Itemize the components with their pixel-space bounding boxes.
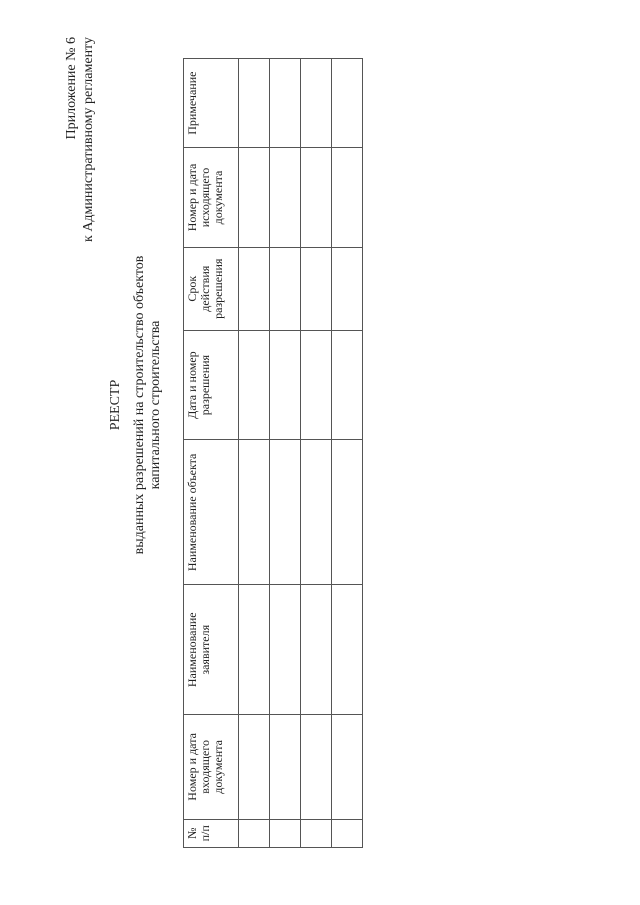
table-cell (239, 247, 270, 330)
header-cell: Наименование заявителя (184, 585, 239, 715)
title-line-1: РЕЕСТР (108, 379, 123, 431)
table-cell (239, 59, 270, 148)
table-cell (332, 247, 363, 330)
title-line-3: капитального строительства (148, 320, 163, 490)
header-cell: Номер и дата исходящего документа (184, 148, 239, 247)
table-cell (332, 715, 363, 819)
table-row (239, 59, 270, 848)
table-cell (270, 247, 301, 330)
header-cell: Дата и номер разрешения (184, 330, 239, 440)
table-row (270, 59, 301, 848)
table-cell (301, 585, 332, 715)
table-cell (239, 715, 270, 819)
table-cell (301, 59, 332, 148)
table-cell (270, 585, 301, 715)
header-cell: Срок действия разрешения (184, 247, 239, 330)
table-cell (270, 59, 301, 148)
table-cell (332, 585, 363, 715)
appendix-line-2: к Административному регламенту (81, 37, 96, 242)
appendix-note (63, 37, 97, 285)
table-cell (239, 148, 270, 247)
table-row (301, 59, 332, 848)
table-cell (270, 148, 301, 247)
table-cell (270, 440, 301, 585)
table-cell (301, 148, 332, 247)
table-cell (239, 819, 270, 847)
appendix-line-1: Приложение № 6 (64, 37, 79, 140)
table-cell (270, 715, 301, 819)
table-cell (270, 330, 301, 440)
table-cell (239, 440, 270, 585)
table-cell (332, 148, 363, 247)
header-cell: № п/п (184, 819, 239, 847)
table-cell (301, 440, 332, 585)
header-cell: Наименование объекта (184, 440, 239, 585)
table-cell (301, 330, 332, 440)
table-cell (301, 247, 332, 330)
document-title (108, 155, 164, 655)
table-cell (270, 819, 301, 847)
table-cell (301, 715, 332, 819)
table-cell (332, 59, 363, 148)
table-cell (239, 585, 270, 715)
table-header-row (184, 59, 239, 848)
header-cell: Номер и дата входящего документа (184, 715, 239, 819)
title-line-2: выданных разрешений на строительство объектов (132, 255, 147, 555)
header-cell: Примечание (184, 59, 239, 148)
registry-table (183, 58, 363, 848)
table-cell (332, 330, 363, 440)
table-body (239, 59, 363, 848)
table-cell (301, 819, 332, 847)
table-cell (332, 819, 363, 847)
table-cell (332, 440, 363, 585)
table-row (332, 59, 363, 848)
table-cell (239, 330, 270, 440)
